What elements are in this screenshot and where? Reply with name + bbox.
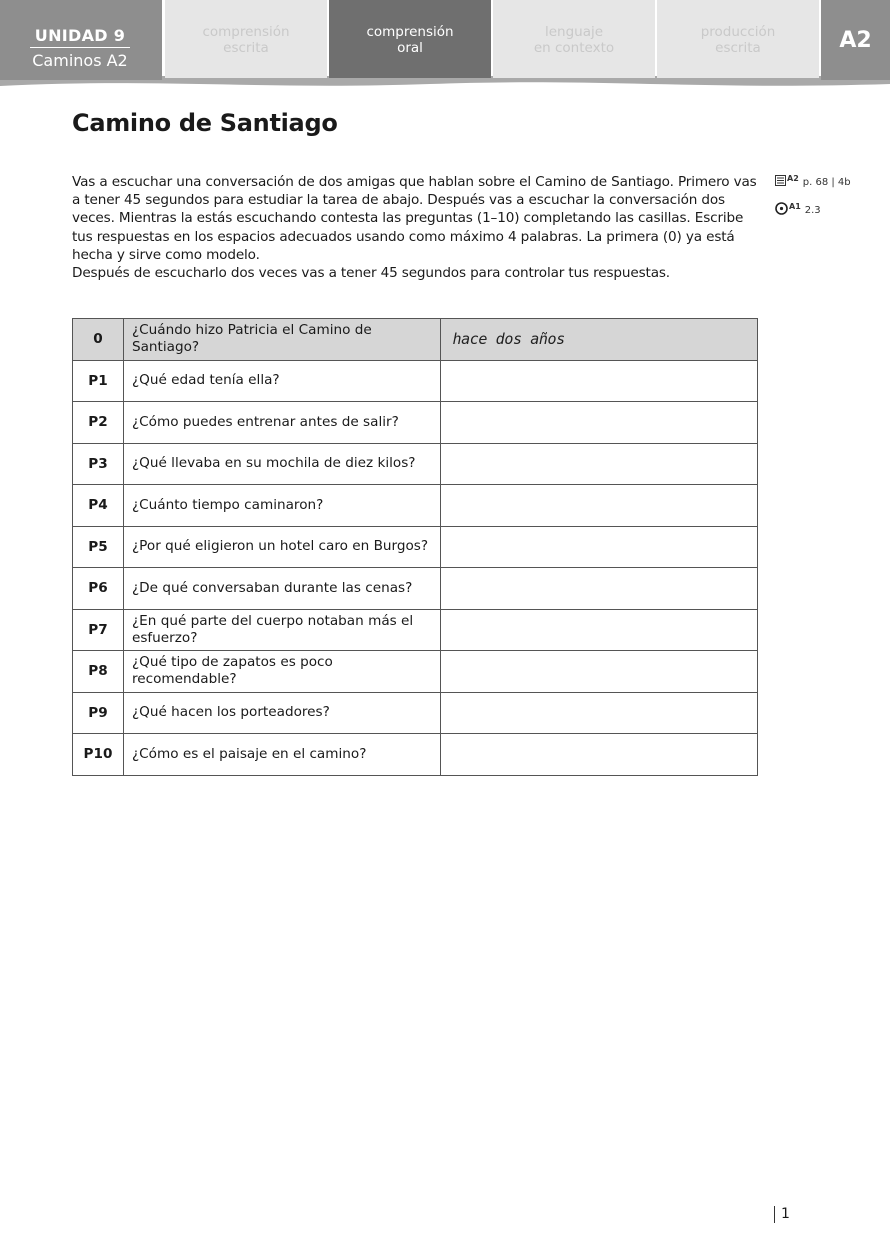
answer-cell[interactable]: [440, 692, 757, 734]
tab-comprension-escrita[interactable]: [165, 0, 327, 78]
table-row: [73, 526, 758, 568]
question-number: P8: [73, 651, 124, 693]
audio-reference-text: 2.3: [804, 204, 821, 216]
question-number: P6: [73, 568, 124, 610]
question-text: ¿En qué parte del cuerpo notaban más el esfuerzo?: [123, 609, 440, 651]
table-row: [73, 651, 758, 693]
unit-box: [0, 0, 162, 80]
question-number: P5: [73, 526, 124, 568]
book-reference-text: p. 68 | 4b: [802, 176, 851, 188]
tab-label-line2: oral: [397, 40, 423, 56]
tab-comprension-oral[interactable]: [329, 0, 491, 78]
question-text: ¿Qué tipo de zapatos es poco recomendable?: [123, 651, 440, 693]
tab-label-line2: escrita: [715, 40, 761, 56]
question-text: ¿De qué conversaban durante las cenas?: [123, 568, 440, 610]
answer-cell[interactable]: [440, 402, 757, 444]
question-number: 0: [73, 319, 124, 361]
book-icon: [775, 175, 786, 189]
question-text: ¿Por qué eligieron un hotel caro en Burgos?: [123, 526, 440, 568]
tab-label-line1: comprensión: [366, 24, 454, 40]
page-header: [0, 0, 890, 90]
audio-reference-level: A1: [789, 201, 801, 211]
tab-lenguaje-en-contexto[interactable]: [493, 0, 655, 78]
unit-title: UNIDAD 9: [30, 27, 130, 48]
answer-cell[interactable]: [440, 651, 757, 693]
table-row: [73, 402, 758, 444]
question-number: P4: [73, 485, 124, 527]
table-row: [73, 609, 758, 651]
book-reference-level: A2: [787, 173, 799, 183]
questions-table: [72, 318, 758, 776]
answer-cell[interactable]: [440, 568, 757, 610]
table-row: [73, 734, 758, 776]
table-row: [73, 692, 758, 734]
instructions-paragraph-1: Vas a escuchar una conversación de dos amigas que hablan sobre el Camino de Santiago. Primero vas a tener 45 segundos para estudiar la tarea de abajo. Después vas a escuchar la conversación dos veces. Mientras la estás escuchando contesta las preguntas (1–10) completando las casillas. Escribe tus respuestas en los espacios adecuados usando como máximo 4 palabras. La primera (0) ya está hecha y sirve como modelo.: [72, 174, 757, 263]
question-text: ¿Qué hacen los porteadores?: [123, 692, 440, 734]
instructions-paragraph-2: Después de escucharlo dos veces vas a tener 45 segundos para controlar tus respuestas.: [72, 265, 670, 282]
answer-cell[interactable]: [440, 360, 757, 402]
question-text: ¿Cuánto tiempo caminaron?: [123, 485, 440, 527]
tab-label-line1: lenguaje: [544, 24, 604, 40]
example-answer: hace dos años: [452, 330, 565, 349]
answer-cell[interactable]: [440, 485, 757, 527]
tab-label-line2: en contexto: [533, 40, 615, 56]
question-number: P3: [73, 443, 124, 485]
tab-label-line1: comprensión: [202, 24, 290, 40]
question-number: P10: [73, 734, 124, 776]
tab-label-line2: escrita: [223, 40, 269, 56]
question-text: ¿Qué llevaba en su mochila de diez kilos?: [123, 443, 440, 485]
question-text: ¿Cómo puedes entrenar antes de salir?: [123, 402, 440, 444]
answer-cell[interactable]: [440, 526, 757, 568]
audio-icon: [775, 202, 788, 218]
answer-cell[interactable]: [440, 443, 757, 485]
answer-cell[interactable]: [440, 609, 757, 651]
question-number: P1: [73, 360, 124, 402]
instructions: [72, 173, 762, 282]
book-reference: [775, 174, 851, 190]
table-row: [73, 568, 758, 610]
table-row: [73, 360, 758, 402]
level-badge: A2: [821, 0, 890, 80]
table-row: [73, 319, 758, 361]
page-title: Camino de Santiago: [72, 109, 338, 137]
table-row: [73, 485, 758, 527]
question-text: ¿Cuándo hizo Patricia el Camino de Santiago?: [123, 319, 440, 361]
answer-cell[interactable]: [440, 319, 757, 361]
references: [775, 174, 851, 230]
question-number: P2: [73, 402, 124, 444]
question-number: P9: [73, 692, 124, 734]
table-row: [73, 443, 758, 485]
question-text: ¿Qué edad tenía ella?: [123, 360, 440, 402]
unit-subtitle: Caminos A2: [32, 51, 128, 70]
tab-produccion-escrita[interactable]: [657, 0, 819, 78]
tab-label-line1: producción: [700, 24, 776, 40]
question-number: P7: [73, 609, 124, 651]
answer-cell[interactable]: [440, 734, 757, 776]
page-number: 1: [774, 1206, 790, 1223]
audio-reference: [775, 202, 851, 218]
question-text: ¿Cómo es el paisaje en el camino?: [123, 734, 440, 776]
